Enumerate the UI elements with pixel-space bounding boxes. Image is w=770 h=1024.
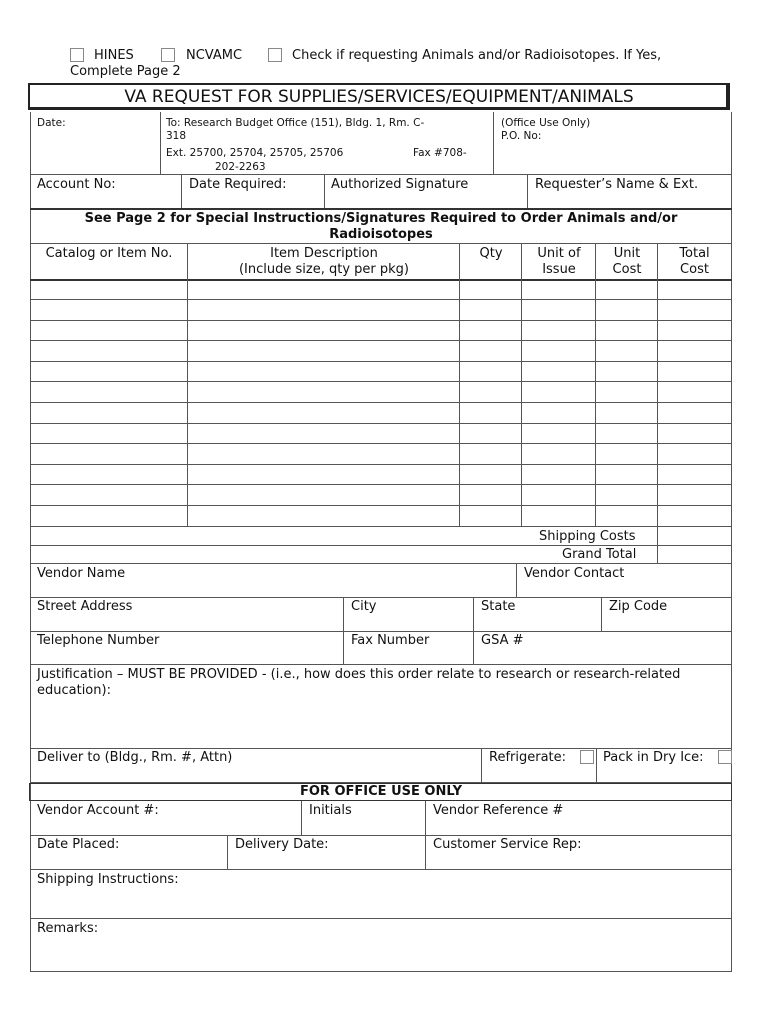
shipping-instructions-field[interactable]: Shipping Instructions: (37, 872, 179, 887)
date-required-field[interactable]: Date Required: (189, 177, 287, 192)
divider (30, 631, 732, 632)
table-row[interactable] (30, 361, 732, 362)
office-use-only-label: (Office Use Only) (501, 117, 591, 129)
table-row[interactable] (30, 381, 732, 382)
street-address-field[interactable]: Street Address (37, 599, 133, 614)
telephone-field[interactable]: Telephone Number (37, 633, 160, 648)
table-row[interactable] (30, 443, 732, 444)
ncvamc-label: NCVAMC (186, 48, 243, 63)
to-address-line2: 318 (166, 130, 187, 142)
divider (30, 869, 732, 870)
shipping-costs-label: Shipping Costs (539, 529, 636, 544)
authorized-signature-field[interactable]: Authorized Signature (331, 177, 469, 192)
deliver-to-field[interactable]: Deliver to (Bldg., Rm. #, Attn) (37, 750, 233, 765)
to-address-line1: To: Research Budget Office (151), Bldg. 1, Rm. C- (166, 117, 425, 129)
divider (30, 597, 732, 598)
col-unit-cost-header: Unit (613, 246, 641, 261)
justification-label-2: education): (37, 683, 111, 698)
extensions: Ext. 25700, 25704, 25705, 25706 (166, 147, 344, 159)
hines-label: HINES (94, 48, 134, 63)
delivery-date-field[interactable]: Delivery Date: (235, 837, 329, 852)
date-placed-field[interactable]: Date Placed: (37, 837, 120, 852)
dry-ice-checkbox[interactable] (718, 750, 732, 764)
col-catalog-header: Catalog or Item No. (45, 246, 173, 261)
table-row[interactable] (30, 505, 732, 506)
po-number-label: P.O. No: (501, 130, 542, 142)
col-qty-header: Qty (479, 246, 503, 261)
divider (30, 748, 732, 749)
divider (30, 835, 732, 836)
divider (30, 279, 732, 281)
divider (301, 801, 302, 836)
col-total-cost-header: Total (679, 246, 710, 261)
special-instructions-notice-2: Radioisotopes (329, 227, 433, 242)
divider (30, 243, 732, 244)
gsa-field[interactable]: GSA # (481, 633, 524, 648)
col-total-cost-header-2: Cost (680, 262, 709, 277)
justification-label: Justification – MUST BE PROVIDED - (i.e., how does this order relate to research or research-related (37, 667, 681, 682)
vendor-contact-field[interactable]: Vendor Contact (524, 566, 625, 581)
divider (30, 918, 732, 919)
remarks-field[interactable]: Remarks: (37, 921, 99, 936)
divider (596, 748, 597, 782)
col-description-subheader: (Include size, qty per pkg) (238, 262, 409, 277)
requester-name-field[interactable]: Requester’s Name & Ext. (535, 177, 699, 192)
divider (30, 664, 732, 665)
refrigerate-checkbox[interactable] (580, 750, 594, 764)
dry-ice-label: Pack in Dry Ice: (603, 750, 704, 765)
refrigerate-label: Refrigerate: (489, 750, 567, 765)
table-row[interactable] (30, 299, 732, 300)
account-no-field[interactable]: Account No: (37, 177, 116, 192)
divider (227, 835, 228, 870)
divider (527, 174, 528, 208)
complete-page-2-note: Complete Page 2 (70, 64, 181, 79)
office-use-title: FOR OFFICE USE ONLY (300, 784, 462, 799)
customer-service-field[interactable]: Customer Service Rep: (433, 837, 582, 852)
divider (601, 597, 602, 631)
col-unit-issue-header: Unit of (537, 246, 581, 261)
animals-radioisotopes-label: Check if requesting Animals and/or Radioisotopes. If Yes, (292, 48, 662, 63)
table-row[interactable] (30, 402, 732, 403)
divider (160, 112, 161, 174)
table-row[interactable] (30, 423, 732, 424)
frame-bottom-border (30, 971, 732, 972)
divider (30, 563, 732, 564)
col-description-header: Item Description (270, 246, 378, 261)
divider (324, 174, 325, 208)
table-row[interactable] (30, 320, 732, 321)
date-label: Date: (37, 117, 66, 129)
divider (516, 563, 517, 598)
divider (181, 174, 182, 208)
divider (30, 174, 732, 175)
divider (30, 208, 732, 210)
ncvamc-checkbox[interactable] (161, 48, 175, 62)
divider (481, 748, 482, 782)
initials-field[interactable]: Initials (309, 803, 352, 818)
form-title: VA REQUEST FOR SUPPLIES/SERVICES/EQUIPMENT/ANIMALS (124, 87, 634, 107)
col-unit-issue-header-2: Issue (542, 262, 576, 277)
special-instructions-notice: See Page 2 for Special Instructions/Signatures Required to Order Animals and/or (84, 211, 678, 226)
grand-total-label: Grand Total (562, 547, 637, 562)
city-field[interactable]: City (351, 599, 377, 614)
fax-label: Fax #708- (413, 147, 467, 159)
table-row[interactable] (30, 484, 732, 485)
fax-number-field[interactable]: Fax Number (351, 633, 430, 648)
divider (657, 243, 658, 563)
zip-code-field[interactable]: Zip Code (609, 599, 668, 614)
table-row[interactable] (30, 464, 732, 465)
divider (493, 112, 494, 174)
state-field[interactable]: State (481, 599, 516, 614)
vendor-account-field[interactable]: Vendor Account #: (37, 803, 159, 818)
table-row[interactable] (30, 526, 732, 527)
justification-field[interactable] (34, 700, 728, 746)
animals-radioisotopes-checkbox[interactable] (268, 48, 282, 62)
hines-checkbox[interactable] (70, 48, 84, 62)
fax-number: 202-2263 (215, 161, 266, 173)
table-row[interactable] (30, 340, 732, 341)
col-unit-cost-header-2: Cost (612, 262, 642, 277)
divider (30, 545, 732, 546)
vendor-reference-field[interactable]: Vendor Reference # (433, 803, 564, 818)
vendor-name-field[interactable]: Vendor Name (37, 566, 126, 581)
